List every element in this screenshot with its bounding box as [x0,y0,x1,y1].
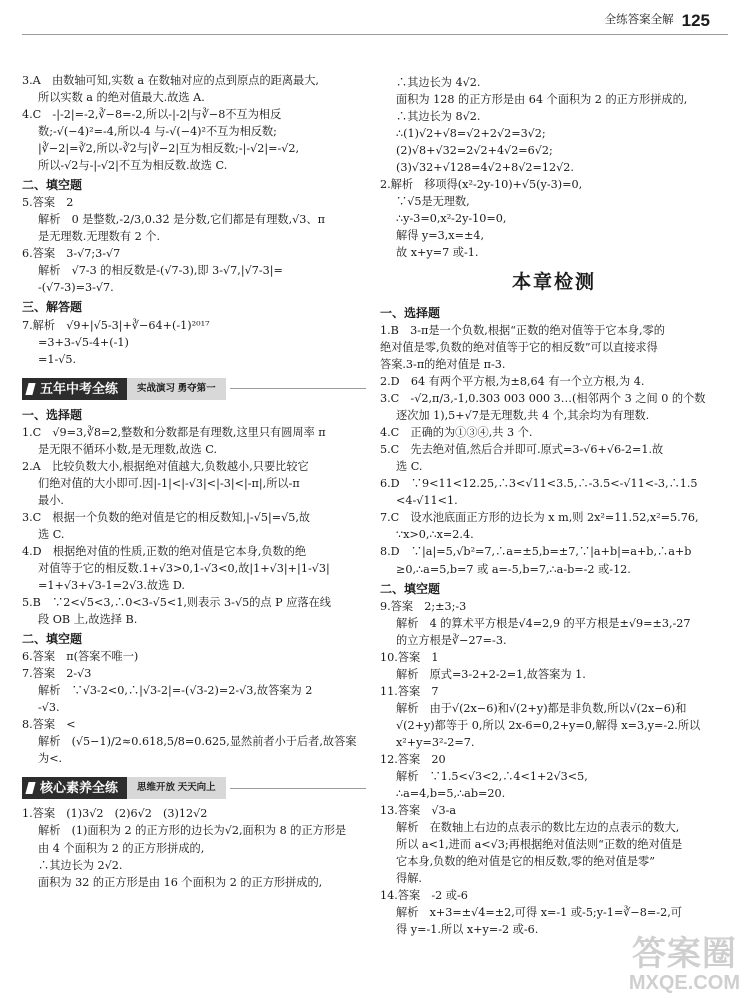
explanation-line: 所以 a<1,进而 a<√3;再根据绝对值法则“正数的绝对值是 [396,837,683,851]
page-header [605,12,710,29]
answer-line: 10.答案 1 [380,650,439,664]
explanation-line: 是无理数.无理数有 2 个. [38,230,161,244]
answer-line: 4.D 根据绝对值的性质,正数的绝对值是它本身,负数的绝 [22,545,307,559]
answer-line: 选 C. [396,460,423,474]
explanation-line: =1-√5. [38,352,77,366]
explanation-line: 解析 ∵√3-2<0,∴|√3-2|=-(√3-2)=2-√3,故答案为 2 [38,684,313,698]
answer-line: 选 C. [38,528,65,542]
explanation-line: 解析 ∵1.5<√3<2,∴4<1+2√3<5, [396,769,588,783]
answer-line: ∵x>0,∴x=2.4. [396,528,474,542]
header-rule [22,34,728,35]
section-heading: 二、填空题 [22,178,83,193]
answer-line: 8.答案 < [22,718,76,732]
answer-line: 3.A 由数轴可知,实数 a 在数轴对应的点到原点的距离最大, [22,74,319,87]
answer-line: 逐次加 1),5+√7是无理数,共 4 个,其余均为有理数. [396,409,650,423]
answer-line: ≥0,∴a=5,b=7 或 a=-5,b=7,∴a-b=-2 或-12. [396,562,631,576]
answer-line: 6.答案 π(答案不唯一) [22,650,139,664]
explanation-line: ∴y-3=0,x²-2y-10=0, [396,212,507,226]
explanation-line: ∴(1)√2+√8=√2+2√2=3√2; [396,127,546,141]
answer-line: 4.C 正确的为①③④,共 3 个. [380,426,533,440]
explanation-line: 故 x+y=7 或-1. [396,246,479,260]
watermark-url: MXQE.COM [628,972,740,994]
answer-line: 1.C √9=3,∛8=2,整数和分数都是有理数,这里只有圆周率 π [22,425,326,439]
right-column [380,74,728,938]
answer-line: 11.答案 7 [380,684,439,698]
section-heading: 一、选择题 [380,306,441,321]
section-heading: 二、填空题 [22,632,83,647]
explanation-line: 面积为 32 的正方形是由 16 个面积为 2 的正方形拼成的, [38,875,323,889]
answer-line: 7.C 设水池底面正方形的边长为 x m,则 2x²=11.52,x²=5.76, [380,511,699,525]
answer-line: 5.答案 2 [22,196,74,210]
explanation-line: ∴其边长为 2√2. [38,858,123,872]
explanation-line: 解析 x+3=±√4=±2,可得 x=-1 或-5;y-1=∛−8=-2,可 [396,906,682,920]
explanation-line: 解析 原式=3-2+2-2=1,故答案为 1. [396,667,586,681]
answer-line: 2.A 比较负数大小,根据绝对值越大,负数越小,只要比较它 [22,459,309,473]
answer-line: 7.答案 2-√3 [22,667,92,681]
answer-line: 所以-√2与-|-√2|不互为相反数.故选 C. [38,159,228,173]
header-title: 全练答案全解 [604,14,674,26]
explanation-line: -√3. [38,701,60,715]
answer-line: 最小. [38,494,64,507]
banner-rule [230,788,366,789]
explanation-line: -(√7-3)=3-√7. [38,281,114,295]
banner-subtitle: 思维开放 天天向上 [127,777,226,799]
answer-line: 8.D ∵|a|=5,√b²=7,∴a=±5,b=±7,∵|a+b|=a+b,∴a+b [380,545,692,559]
explanation-line: 面积为 128 的正方形是由 64 个面积为 2 的正方形拼成的, [396,93,688,107]
answer-line: 答案.3-π的绝对值是 π-3. [380,358,506,372]
watermark-text: 答案圈 [631,935,737,974]
explanation-line: 解析 4 的算术平方根是√4=2,9 的平方根是±√9=±3,-27 [396,616,691,630]
explanation-line: 它本身,负数的绝对值是它的相反数,零的绝对值是零” [396,854,655,868]
explanation-line: =3+3-√5-4+(-1) [38,335,129,349]
explanation-line: ∴其边长为 8√2. [396,110,481,124]
explanation-line: ∴a=4,b=5,∴ab=20. [396,786,506,800]
answer-line: =1+√3+√3-1=2√3.故选 D. [38,579,185,593]
explanation-line: (2)√8+√32=2√2+4√2=6√2; [396,144,553,158]
answer-line: 13.答案 √3-a [380,803,457,817]
explanation-line: x²+y=3²-2=7. [396,735,475,749]
answer-line: 4.C -|-2|=-2,∛−8=-2,所以-|-2|与∛−8不互为相反 [22,108,282,122]
answer-line: 2.D 64 有两个平方根,为±8,64 有一个立方根,为 4. [380,375,645,389]
explanation-line: 解得 y=3,x=±4, [396,229,485,243]
chapter-title: 本章检测 [511,272,596,294]
explanation-line: 为<. [38,752,63,766]
answer-line: 2.解析 移项得(x²-2y-10)+√5(y-3)=0, [380,178,583,192]
answer-line: 绝对值是零,负数的绝对值等于它的相反数”可以直接求得 [380,341,658,355]
explanation-line: √(2+y)都等于 0,所以 2x-6=0,2+y=0,解得 x=3,y=-2.所以 [396,718,701,732]
page-number: 125 [681,11,710,31]
answer-line: 对值等于它的相反数.1+√3>0,1-√3<0,故|1+√3|+|1-√3| [38,562,330,576]
explanation-line: 解析 在数轴上右边的点表示的数比左边的点表示的数大, [396,820,680,834]
explanation-line: ∵√5是无理数, [396,195,470,209]
explanation-line: 解析 (√5−1)/2≈0.618,5/8=0.625,显然前者小于后者,故答案 [38,735,357,749]
explanation-line: 由 4 个面积为 2 的正方形拼成的, [38,841,205,855]
answer-line: 5.B ∵2<√5<3,∴0<3-√5<1,则表示 3-√5的点 P 应落在线 [22,596,331,610]
banner-title: 核心素养全练 [22,777,127,799]
banner-rule [230,388,366,389]
explanation-line: 解析 √7-3 的相反数是-(√7-3),即 3-√7,|√7-3|= [38,264,283,278]
explanation-line: 解析 由于√(2x−6)和√(2+y)都是非负数,所以√(2x−6)和 [396,701,687,715]
explanation-line: 解析 0 是整数,-2/3,0.3̇2̇ 是分数,它们都是有理数,√3、π [38,213,325,227]
explanation-line: (3)√32+√128=4√2+8√2=12√2. [396,161,574,175]
answer-line: 5.C 先去绝对值,然后合并即可.原式=3-√6+√6-2=1.故 [380,443,664,457]
answer-line: 14.答案 -2 或-6 [380,889,468,903]
answer-line: 所以实数 a 的绝对值最大.故选 A. [38,91,205,105]
explanation-line: 得解. [396,872,422,885]
answer-line: 9.答案 2;±3;-3 [380,599,467,613]
banner-title: 五年中考全练 [22,378,127,400]
section-banner-core-literacy [22,777,366,799]
answer-line: 段 OB 上,故选择 B. [38,613,138,627]
watermark [629,937,740,994]
section-heading: 三、解答题 [22,300,83,315]
answer-line: <4-√11<1. [396,494,458,508]
answer-line: |∛−2|=∛2,所以-∛2与|∛−2|互为相反数;-|-√2|=-√2, [38,142,300,156]
section-heading: 二、填空题 [380,581,441,596]
answer-line: 3.C 根据一个负数的绝对值是它的相反数知,|-√5|=√5,故 [22,511,311,525]
explanation-line: 解析 (1)面积为 2 的正方形的边长为√2,面积为 8 的正方形是 [38,824,347,838]
explanation-line: 得 y=-1.所以 x+y=-2 或-6. [396,923,539,937]
left-column [22,72,366,891]
answer-line: 1.答案 (1)3√2 (2)6√2 (3)12√2 [22,807,208,821]
explanation-line: 的立方根是∛−27=-3. [396,633,507,647]
explanation-line: ∴其边长为 4√2. [396,76,481,89]
answer-line: 数;-√(−4)²=-4,所以-4 与-√(−4)²不互为相反数; [38,125,277,139]
answer-line: 3.C -√2,π/3,-1,0.303 003 000 3…(相邻两个 3 之间 0 的个数 [380,392,706,406]
answer-line: 12.答案 20 [380,752,446,766]
answer-line: 6.答案 3-√7;3-√7 [22,247,121,261]
answer-line: 7.解析 √9+|√5-3|+∛−64+(-1)²⁰¹⁷ [22,318,210,332]
section-banner-five-year [22,378,366,400]
section-heading: 一、选择题 [22,407,83,422]
answer-line: 是无限不循环小数,是无理数,故选 C. [38,442,218,456]
answer-line: 们绝对值的大小即可.因|-1|<|-√3|<|-3|<|-π|,所以-π [38,476,300,490]
banner-subtitle: 实战演习 勇夺第一 [127,378,226,400]
answer-line: 6.D ∵9<11<12.25,∴3<√11<3.5,∴-3.5<-√11<-3,∴1.5 [380,477,698,491]
answer-line: 1.B 3-π是一个负数,根据“正数的绝对值等于它本身,零的 [380,324,665,338]
